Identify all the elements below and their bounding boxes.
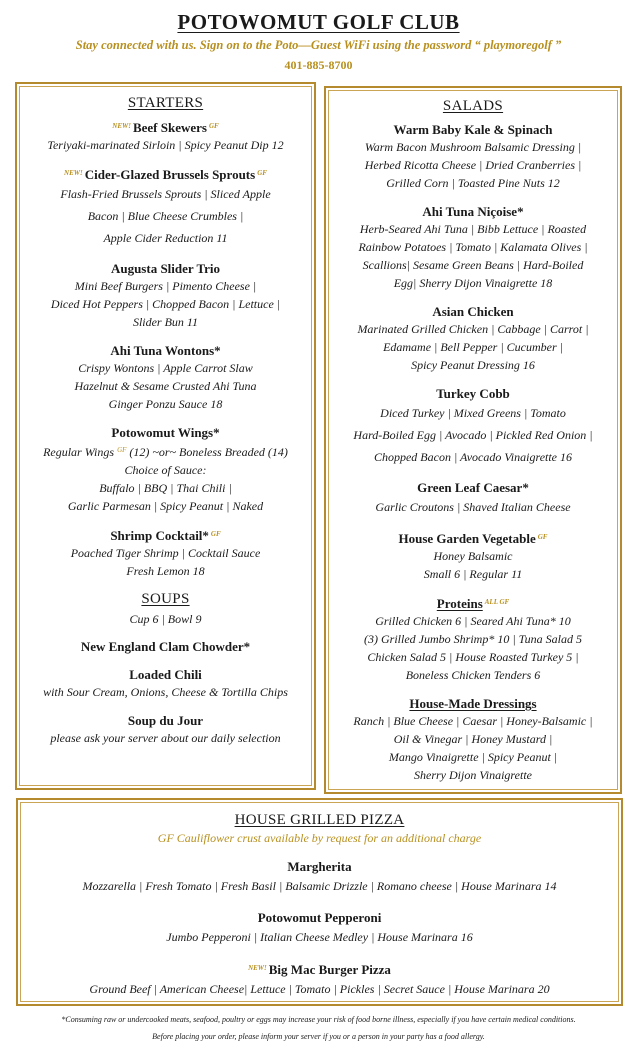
menu-item-tuna-nicoise <box>328 203 618 292</box>
item-name: New England Clam Chowder* <box>80 639 251 654</box>
item-description: Slider Bun 11 <box>132 315 199 329</box>
item-description: Sherry Dijon Vinaigrette <box>414 768 532 782</box>
item-description: Choice of Sauce: <box>124 463 207 477</box>
new-badge: NEW! <box>64 169 83 177</box>
menu-item-pepperoni <box>20 909 619 948</box>
item-description: Oil & Vinegar | Honey Mustard | <box>393 732 553 746</box>
menu-item-caesar <box>328 479 618 518</box>
item-name: Beef Skewers <box>132 120 207 135</box>
item-description: Poached Tiger Shrimp | Cocktail Sauce <box>70 546 261 560</box>
item-name: Potowomut Pepperoni <box>257 910 382 925</box>
menu-item-margherita <box>20 858 619 897</box>
item-description: Hazelnut & Sesame Crusted Ahi Tuna <box>74 379 257 393</box>
menu-item-beef-skewers <box>19 118 312 154</box>
phone-number: 401-885-8700 <box>284 58 353 72</box>
menu-header <box>0 10 637 73</box>
item-name: Turkey Cobb <box>436 386 510 401</box>
gf-badge: GF <box>117 446 127 454</box>
item-description: Flash-Fried Brussels Sprouts | Sliced Apple <box>60 187 271 201</box>
item-description: Fresh Lemon 18 <box>126 564 205 578</box>
item-description: Bacon | Blue Cheese Crumbles | <box>87 209 244 223</box>
gf-badge: GF <box>210 530 221 538</box>
item-description: Edamame | Bell Pepper | Cucumber | <box>383 340 563 354</box>
salads-column <box>328 98 618 795</box>
item-name: House Garden Vegetable <box>398 531 536 546</box>
item-description: Warm Bacon Mushroom Balsamic Dressing | <box>364 140 582 154</box>
item-description: Small 6 | Regular 11 <box>423 567 523 581</box>
item-description: Diced Turkey | Mixed Greens | Tomato <box>380 406 566 420</box>
item-description: Spicy Peanut Dressing 16 <box>411 358 535 372</box>
wifi-notice: Stay connected with us. Sign on to the Poto—Guest WiFi using the password “ playmoregolf ” <box>75 38 562 52</box>
item-description: Crispy Wontons | Apple Carrot Slaw <box>78 361 253 375</box>
item-name: Shrimp Cocktail* <box>110 528 209 543</box>
item-description: Honey Balsamic <box>433 549 513 563</box>
menu-item-shrimp-cocktail <box>19 526 312 580</box>
item-name: Loaded Chili <box>129 667 202 682</box>
menu-item-tuna-wontons <box>19 342 312 413</box>
item-description: Mini Beef Burgers | Pimento Cheese | <box>74 279 257 293</box>
item-name: Ahi Tuna Wontons* <box>110 343 221 358</box>
item-name: Cider-Glazed Brussels Sprouts <box>84 167 256 182</box>
pizza-note: GF Cauliflower crust available by request for an additional charge <box>157 831 482 845</box>
disclaimer-line: Before placing your order, please inform your server if you or a person in your party has a food allergy. <box>152 1032 485 1041</box>
item-description: Apple Cider Reduction 11 <box>103 231 228 245</box>
menu-item-slider-trio <box>19 260 312 331</box>
item-description: Ginger Ponzu Sauce 18 <box>108 397 223 411</box>
menu-item-brussels-sprouts <box>19 165 312 249</box>
starters-column <box>19 95 312 758</box>
item-description: Egg| Sherry Dijon Vinaigrette 18 <box>393 276 553 290</box>
item-name: Margherita <box>287 859 352 874</box>
item-description: Rainbow Potatoes | Tomato | Kalamata Olives | <box>358 240 588 254</box>
gf-badge: GF <box>208 122 219 130</box>
item-name: House-Made Dressings <box>409 696 537 711</box>
salads-heading: SALADS <box>442 98 504 114</box>
item-description: Ranch | Blue Cheese | Caesar | Honey-Balsamic | <box>353 714 593 728</box>
all-gf-badge: ALL GF <box>484 598 510 606</box>
item-description: Regular Wings $^{GF}$ (12) ~or~ Boneless Breaded (14) <box>43 445 288 459</box>
item-description: with Sour Cream, Onions, Cheese & Tortilla Chips <box>43 685 288 699</box>
item-name: Warm Baby Kale & Spinach <box>393 122 553 137</box>
gf-badge: GF <box>537 533 548 541</box>
item-description: please ask your server about our daily selection <box>50 731 281 745</box>
menu-item-clam-chowder <box>19 638 312 655</box>
item-description: Herb-Seared Ahi Tuna | Bibb Lettuce | Roasted <box>359 222 587 236</box>
club-title: POTOWOMUT GOLF CLUB <box>177 10 460 34</box>
starters-heading: STARTERS <box>127 95 204 111</box>
item-name: Soup du Jour <box>127 713 204 728</box>
item-description: Garlic Parmesan | Spicy Peanut | Naked <box>67 499 264 513</box>
item-description: Teriyaki-marinated Sirloin | Spicy Peanut Dip 12 <box>47 138 284 152</box>
new-badge: NEW! <box>248 964 267 972</box>
menu-item-big-mac-pizza <box>20 960 619 1000</box>
item-description: Grilled Chicken 6 | Seared Ahi Tuna* 10 <box>375 614 571 628</box>
menu-item-wings <box>19 424 312 515</box>
item-name: Proteins <box>436 596 483 611</box>
menu-item-garden-vegetable <box>328 529 618 583</box>
item-name: Augusta Slider Trio <box>110 261 221 276</box>
pizza-section <box>20 812 619 1012</box>
soups-heading: SOUPS <box>141 591 190 607</box>
item-name: Potowomut Wings* <box>111 425 220 440</box>
item-name: Ahi Tuna Niçoise* <box>422 204 524 219</box>
menu-item-soup-du-jour <box>19 712 312 747</box>
item-description: (3) Grilled Jumbo Shrimp* 10 | Tuna Salad 5 <box>364 632 582 646</box>
gf-badge: GF <box>257 169 267 177</box>
item-description: Chicken Salad 5 | House Roasted Turkey 5 | <box>367 650 579 664</box>
menu-item-dressings <box>328 695 618 784</box>
menu-item-asian-chicken <box>328 303 618 374</box>
item-description: Buffalo | BBQ | Thai Chili | <box>99 481 232 495</box>
allergy-disclaimer <box>0 1011 637 1045</box>
item-description: Scallions| Sesame Green Beans | Hard-Boiled <box>362 258 584 272</box>
item-name: Green Leaf Caesar* <box>417 480 529 495</box>
item-description: Grilled Corn | Toasted Pine Nuts 12 <box>386 176 560 190</box>
menu-item-proteins <box>328 594 618 684</box>
item-description: Diced Hot Peppers | Chopped Bacon | Lettuce | <box>50 297 281 311</box>
pizza-heading: HOUSE GRILLED PIZZA <box>234 812 405 828</box>
disclaimer-line: *Consuming raw or undercooked meats, seafood, poultry or eggs may increase your risk of food borne illness, especially if you have certain medical conditions. <box>61 1015 576 1024</box>
item-description: Mozzarella | Fresh Tomato | Fresh Basil | Balsamic Drizzle | Romano cheese | House Marinara 14 <box>82 879 557 893</box>
item-description: Marinated Grilled Chicken | Cabbage | Carrot | <box>357 322 589 336</box>
item-description: Hard-Boiled Egg | Avocado | Pickled Red Onion | <box>353 428 593 442</box>
item-description: Mango Vinaigrette | Spicy Peanut | <box>388 750 558 764</box>
item-description: Herbed Ricotta Cheese | Dried Cranberries | <box>364 158 582 172</box>
soup-sizes: Cup 6 | Bowl 9 <box>129 612 202 626</box>
item-description: Chopped Bacon | Avocado Vinaigrette 16 <box>373 450 573 464</box>
item-description: Boneless Chicken Tenders 6 <box>405 668 541 682</box>
menu-item-kale-spinach <box>328 121 618 192</box>
item-description: Jumbo Pepperoni | Italian Cheese Medley | House Marinara 16 <box>166 930 473 944</box>
item-description: Ground Beef | American Cheese| Lettuce | Tomato | Pickles | Secret Sauce | House Marinara 20 <box>89 982 550 996</box>
item-name: Asian Chicken <box>432 304 514 319</box>
item-description: Garlic Croutons | Shaved Italian Cheese <box>375 500 571 514</box>
item-name: Big Mac Burger Pizza <box>268 962 391 977</box>
menu-item-turkey-cobb <box>328 385 618 468</box>
new-badge: NEW! <box>112 122 131 130</box>
menu-item-loaded-chili <box>19 666 312 701</box>
